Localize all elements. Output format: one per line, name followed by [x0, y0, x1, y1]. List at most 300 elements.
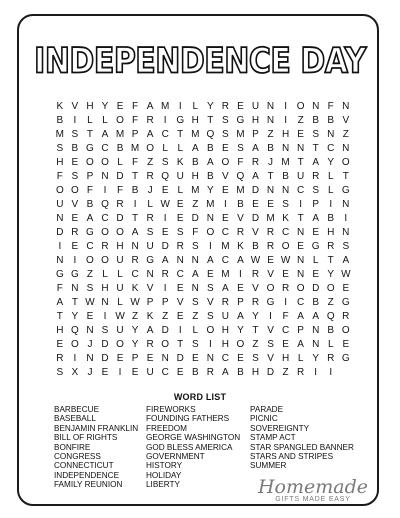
- grid-letter: E: [176, 311, 184, 322]
- grid-letter: O: [266, 283, 275, 294]
- grid-letter: C: [297, 185, 305, 196]
- grid-letter: N: [312, 101, 320, 112]
- grid-letter: Z: [267, 129, 274, 140]
- grid-letter: C: [297, 297, 305, 308]
- grid-letter: N: [86, 325, 94, 336]
- grid-letter: F: [327, 101, 335, 112]
- grid-letter: N: [342, 143, 350, 154]
- grid-letter: E: [237, 101, 245, 112]
- grid-letter: F: [237, 157, 244, 168]
- grid-letter: F: [282, 311, 289, 322]
- grid-letter: V: [237, 213, 245, 224]
- grid-letter: S: [56, 367, 64, 378]
- grid-letter: O: [55, 185, 65, 196]
- grid-letter: U: [116, 255, 124, 266]
- word-list-item: INDEPENDENCE: [54, 470, 120, 480]
- grid-letter: C: [86, 241, 94, 252]
- grid-letter: L: [117, 157, 124, 168]
- grid-letter: Q: [206, 129, 215, 140]
- grid-letter: A: [207, 255, 214, 266]
- grid-letter: Y: [327, 157, 335, 168]
- grid-letter: O: [341, 157, 350, 168]
- grid-letter: G: [311, 241, 320, 252]
- grid-letter: R: [131, 255, 140, 266]
- grid-letter: E: [342, 339, 350, 350]
- grid-letter: L: [147, 199, 154, 210]
- grid-letter: A: [222, 283, 230, 294]
- grid-letter: B: [71, 143, 79, 154]
- grid-letter: E: [176, 367, 184, 378]
- grid-letter: S: [312, 129, 320, 140]
- grid-letter: C: [101, 213, 109, 224]
- grid-letter: H: [191, 171, 200, 182]
- grid-letter: R: [342, 311, 350, 322]
- word-list-item: PICNIC: [250, 414, 278, 424]
- grid-letter: I: [103, 185, 107, 196]
- grid-letter: E: [222, 143, 230, 154]
- grid-letter: A: [207, 157, 214, 168]
- grid-letter: I: [103, 311, 107, 322]
- grid-letter: A: [191, 269, 199, 280]
- grid-letter: D: [101, 339, 109, 350]
- grid-letter: R: [327, 241, 335, 252]
- grid-letter: N: [342, 227, 350, 238]
- grid-letter: K: [237, 241, 245, 252]
- grid-letter: A: [237, 311, 245, 322]
- grid-letter: O: [146, 143, 155, 154]
- grid-letter: Y: [207, 101, 214, 112]
- grid-letter: A: [86, 213, 94, 224]
- grid-letter: B: [282, 171, 290, 182]
- grid-letter: E: [116, 101, 124, 112]
- grid-letter: U: [116, 325, 124, 336]
- grid-letter: G: [55, 269, 65, 280]
- grid-letter: F: [192, 227, 199, 238]
- grid-letter: T: [71, 297, 79, 308]
- grid-letter: P: [237, 297, 245, 308]
- grid-letter: I: [208, 339, 213, 350]
- grid-letter: C: [221, 227, 230, 238]
- grid-letter: E: [237, 353, 245, 364]
- grid-letter: B: [312, 297, 320, 308]
- grid-letter: M: [221, 241, 230, 252]
- grid-letter: L: [102, 269, 109, 280]
- grid-letter: L: [297, 353, 304, 364]
- grid-letter: I: [73, 353, 77, 364]
- grid-letter: H: [86, 101, 94, 112]
- grid-letter: M: [191, 185, 200, 196]
- grid-letter: B: [327, 213, 335, 224]
- grid-letter: V: [207, 297, 214, 308]
- word-list-item: GOD BLESS AMERICA: [146, 442, 233, 452]
- grid-letter: R: [176, 241, 185, 252]
- grid-letter: S: [176, 227, 184, 238]
- word-list-item: SOVEREIGNTY: [250, 423, 310, 433]
- grid-letter: B: [237, 367, 245, 378]
- grid-letter: N: [101, 171, 109, 182]
- grid-letter: R: [266, 241, 275, 252]
- grid-letter: S: [56, 143, 64, 154]
- grid-letter: N: [266, 101, 275, 112]
- grid-letter: G: [86, 227, 95, 238]
- grid-letter: G: [341, 297, 350, 308]
- grid-letter: M: [115, 129, 125, 140]
- word-list-item: BILL OF RIGHTS: [54, 433, 118, 443]
- word-list-item: GOVERNMENT: [146, 452, 205, 462]
- grid-letter: L: [117, 297, 124, 308]
- grid-letter: B: [116, 143, 124, 154]
- grid-letter: R: [56, 353, 64, 364]
- grid-letter: C: [161, 367, 170, 378]
- grid-letter: N: [312, 325, 320, 336]
- grid-letter: E: [207, 269, 214, 280]
- grid-letter: I: [73, 255, 77, 266]
- grid-letter: L: [102, 115, 109, 126]
- grid-letter: O: [161, 339, 170, 350]
- grid-letter: S: [101, 325, 109, 336]
- grid-letter: S: [86, 283, 94, 294]
- grid-letter: I: [224, 199, 228, 210]
- grid-letter: I: [133, 199, 137, 210]
- word-list-column-3: [250, 405, 354, 471]
- grid-letter: P: [161, 297, 169, 308]
- grid-letter: I: [284, 115, 288, 126]
- grid-letter: H: [281, 353, 290, 364]
- grid-letter: T: [312, 143, 320, 154]
- grid-letter: O: [116, 339, 125, 350]
- grid-letter: V: [71, 199, 79, 210]
- grid-letter: O: [101, 255, 110, 266]
- grid-letter: Q: [161, 171, 170, 182]
- grid-letter: E: [161, 227, 169, 238]
- grid-letter: S: [71, 129, 79, 140]
- grid-letter: U: [297, 171, 305, 182]
- grid-letter: W: [280, 255, 291, 266]
- grid-letter: T: [132, 213, 139, 224]
- grid-letter: O: [101, 157, 110, 168]
- grid-letter: R: [266, 227, 275, 238]
- grid-letter: N: [101, 297, 109, 308]
- grid-letter: M: [191, 129, 200, 140]
- grid-letter: D: [116, 171, 124, 182]
- grid-letter: A: [312, 157, 320, 168]
- grid-letter: O: [86, 157, 95, 168]
- grid-letter: E: [101, 367, 109, 378]
- grid-letter: V: [176, 297, 184, 308]
- grid-letter: N: [191, 255, 200, 266]
- grid-letter: N: [86, 353, 94, 364]
- grid-letter: A: [146, 325, 154, 336]
- grid-letter: O: [86, 255, 95, 266]
- grid-letter: N: [56, 255, 64, 266]
- grid-letter: O: [206, 227, 215, 238]
- grid-letter: T: [267, 171, 274, 182]
- grid-letter: Q: [71, 325, 80, 336]
- grid-letter: R: [327, 353, 335, 364]
- grid-letter: D: [161, 325, 170, 336]
- grid-letter: T: [342, 171, 350, 182]
- grid-letter: Y: [207, 185, 214, 196]
- grid-letter: U: [251, 101, 260, 112]
- grid-letter: I: [178, 101, 182, 112]
- grid-letter: G: [71, 269, 80, 280]
- grid-letter: O: [206, 325, 215, 336]
- grid-letter: T: [297, 213, 304, 224]
- grid-letter: N: [266, 115, 275, 126]
- grid-letter: R: [251, 297, 260, 308]
- brand-name: Homemade: [257, 476, 369, 498]
- grid-letter: N: [206, 353, 215, 364]
- word-list-item: FAMILY REUNION: [54, 480, 123, 490]
- page-title: INDEPENDENCE DAY: [34, 41, 366, 82]
- grid-letter: R: [146, 213, 155, 224]
- grid-letter: V: [71, 101, 79, 112]
- grid-letter: M: [206, 199, 215, 210]
- grid-letter: E: [282, 339, 290, 350]
- grid-letter: R: [146, 115, 155, 126]
- word-list-item: BARBECUE: [54, 405, 100, 414]
- grid-letter: R: [251, 157, 260, 168]
- grid-letter: V: [146, 283, 154, 294]
- grid-letter: F: [116, 185, 124, 196]
- grid-letter: L: [117, 269, 124, 280]
- grid-letter: E: [237, 283, 245, 294]
- word-list-item: CONGRESS: [54, 452, 101, 462]
- grid-letter: B: [207, 143, 214, 154]
- grid-letter: S: [252, 353, 260, 364]
- grid-letter: A: [146, 129, 154, 140]
- grid-letter: H: [251, 115, 260, 126]
- word-list-item: CONNECTICUT: [54, 461, 114, 471]
- grid-letter: J: [87, 339, 93, 350]
- grid-letter: P: [297, 325, 305, 336]
- grid-letter: A: [191, 143, 199, 154]
- grid-letter: Z: [252, 339, 259, 350]
- grid-letter: N: [297, 255, 305, 266]
- grid-letter: S: [191, 297, 199, 308]
- grid-letter: H: [56, 157, 64, 168]
- grid-letter: L: [87, 115, 94, 126]
- grid-letter: Y: [71, 311, 79, 322]
- grid-letter: B: [131, 185, 139, 196]
- word-list-item: HISTORY: [146, 461, 183, 471]
- word-list-item: LIBERTY: [146, 480, 180, 490]
- grid-letter: E: [161, 185, 169, 196]
- grid-letter: P: [312, 199, 320, 210]
- grid-letter: T: [252, 325, 259, 336]
- grid-letter: Z: [342, 129, 350, 140]
- grid-letter: O: [296, 101, 305, 112]
- grid-letter: L: [162, 143, 169, 154]
- grid-letter: R: [101, 241, 109, 252]
- grid-letter: Y: [327, 269, 335, 280]
- grid-letter: E: [297, 241, 305, 252]
- grid-letter: I: [73, 115, 77, 126]
- grid-letter: B: [56, 115, 64, 126]
- grid-letter: R: [161, 269, 170, 280]
- grid-letter: W: [85, 297, 95, 308]
- grid-letter: Q: [101, 199, 110, 210]
- grid-letter: G: [266, 297, 275, 308]
- grid-letter: P: [252, 129, 260, 140]
- grid-letter: C: [281, 325, 290, 336]
- grid-letter: Y: [237, 325, 245, 336]
- grid-letter: C: [221, 353, 230, 364]
- grid-letter: C: [281, 227, 290, 238]
- grid-letter: H: [221, 325, 230, 336]
- grid-letter: U: [176, 171, 185, 182]
- grid-letter: C: [176, 269, 185, 280]
- grid-letter: O: [281, 241, 290, 252]
- grid-letter: S: [267, 339, 275, 350]
- word-list-item: FOUNDING FATHERS: [146, 414, 230, 424]
- grid-letter: E: [267, 255, 275, 266]
- grid-letter: T: [56, 311, 64, 322]
- grid-letter: E: [312, 269, 320, 280]
- grid-letter: A: [252, 171, 260, 182]
- grid-letter: T: [86, 129, 94, 140]
- grid-letter: P: [146, 297, 154, 308]
- grid-letter: Z: [162, 311, 169, 322]
- grid-letter: A: [237, 255, 245, 266]
- grid-letter: A: [252, 143, 260, 154]
- grid-letter: Z: [192, 199, 199, 210]
- grid-letter: E: [297, 129, 305, 140]
- grid-letter: B: [86, 199, 94, 210]
- grid-letter: L: [327, 339, 334, 350]
- word-list-item: BONFIRE: [54, 442, 91, 452]
- grid-letter: N: [342, 101, 350, 112]
- grid-letter: D: [191, 213, 200, 224]
- grid-letter: K: [176, 157, 184, 168]
- grid-letter: Z: [282, 367, 289, 378]
- grid-letter: I: [58, 241, 62, 252]
- word-list-item: BASEBALL: [54, 414, 96, 424]
- grid-letter: M: [281, 157, 291, 168]
- grid-letter: C: [327, 143, 335, 154]
- grid-letter: U: [146, 367, 155, 378]
- grid-letter: R: [236, 227, 245, 238]
- grid-letter: L: [177, 143, 184, 154]
- grid-letter: A: [297, 311, 305, 322]
- grid-letter: O: [326, 283, 335, 294]
- grid-letter: K: [56, 101, 64, 112]
- grid-letter: S: [191, 339, 199, 350]
- grid-letter: H: [116, 241, 124, 252]
- grid-letter: I: [163, 213, 167, 224]
- grid-letter: L: [312, 255, 319, 266]
- grid-letter: O: [236, 339, 245, 350]
- grid-letter: B: [327, 325, 335, 336]
- grid-letter: L: [177, 185, 184, 196]
- grid-letter: H: [56, 325, 64, 336]
- grid-letter: I: [329, 367, 333, 378]
- grid-letter: E: [282, 269, 290, 280]
- brand-tagline: GIFTS MADE EASY: [275, 496, 351, 503]
- grid-letter: C: [221, 255, 230, 266]
- grid-letter: F: [56, 283, 64, 294]
- grid-letter: R: [221, 101, 230, 112]
- grid-letter: A: [312, 311, 320, 322]
- grid-letter: Y: [131, 325, 139, 336]
- grid-letter: I: [118, 367, 122, 378]
- grid-letter: E: [176, 199, 184, 210]
- grid-letter: M: [161, 101, 170, 112]
- word-list-item: STAR SPANGLED BANNER: [250, 442, 354, 452]
- grid-letter: O: [101, 227, 110, 238]
- word-list-column-1: [54, 405, 138, 490]
- brand-logo: [254, 478, 372, 504]
- grid-letter: W: [130, 297, 141, 308]
- grid-letter: M: [130, 143, 140, 154]
- grid-letter: G: [341, 185, 350, 196]
- grid-letter: J: [87, 367, 93, 378]
- grid-letter: V: [222, 171, 230, 182]
- grid-letter: E: [176, 213, 184, 224]
- grid-letter: S: [161, 157, 169, 168]
- grid-letter: I: [314, 367, 318, 378]
- grid-letter: E: [146, 353, 154, 364]
- grid-letter: B: [191, 157, 199, 168]
- grid-letter: I: [239, 269, 243, 280]
- grid-letter: X: [71, 367, 79, 378]
- word-list-item: BENJAMIN FRANKLIN: [54, 423, 139, 433]
- grid-letter: T: [132, 171, 139, 182]
- grid-letter: I: [269, 311, 273, 322]
- grid-letter: M: [55, 129, 65, 140]
- grid-letter: N: [71, 283, 79, 294]
- grid-letter: C: [101, 143, 109, 154]
- grid-letter: I: [344, 213, 348, 224]
- grid-letter: B: [191, 367, 199, 378]
- grid-letter: D: [116, 213, 124, 224]
- grid-letter: Z: [132, 311, 139, 322]
- grid-letter: N: [297, 227, 305, 238]
- grid-letter: E: [176, 283, 184, 294]
- grid-letter: N: [281, 143, 290, 154]
- grid-letter: D: [161, 241, 170, 252]
- grid-letter: E: [252, 199, 260, 210]
- grid-letter: G: [236, 115, 245, 126]
- grid-letter: I: [284, 297, 288, 308]
- grid-letter: U: [56, 199, 64, 210]
- grid-letter: W: [115, 311, 126, 322]
- grid-letter: A: [101, 129, 109, 140]
- grid-letter: B: [252, 241, 260, 252]
- grid-letter: O: [116, 227, 125, 238]
- grid-letter: R: [312, 171, 320, 182]
- grid-letter: B: [312, 115, 320, 126]
- grid-letter: S: [207, 311, 214, 322]
- grid-letter: F: [132, 157, 139, 168]
- grid-letter: R: [71, 227, 79, 238]
- grid-letter: F: [86, 185, 94, 196]
- grid-letter: V: [267, 325, 275, 336]
- grid-letter: I: [299, 199, 303, 210]
- grid-letter: M: [236, 129, 245, 140]
- grid-letter: E: [222, 185, 230, 196]
- word-list-item: STARS AND STRIPES: [250, 452, 334, 462]
- grid-letter: K: [282, 213, 290, 224]
- grid-letter: I: [163, 115, 167, 126]
- grid-letter: O: [221, 157, 230, 168]
- grid-letter: V: [267, 353, 275, 364]
- grid-letter: S: [312, 185, 320, 196]
- grid-letter: I: [178, 325, 182, 336]
- grid-letter: K: [131, 283, 139, 294]
- grid-letter: K: [146, 311, 154, 322]
- grid-letter: Y: [131, 339, 139, 350]
